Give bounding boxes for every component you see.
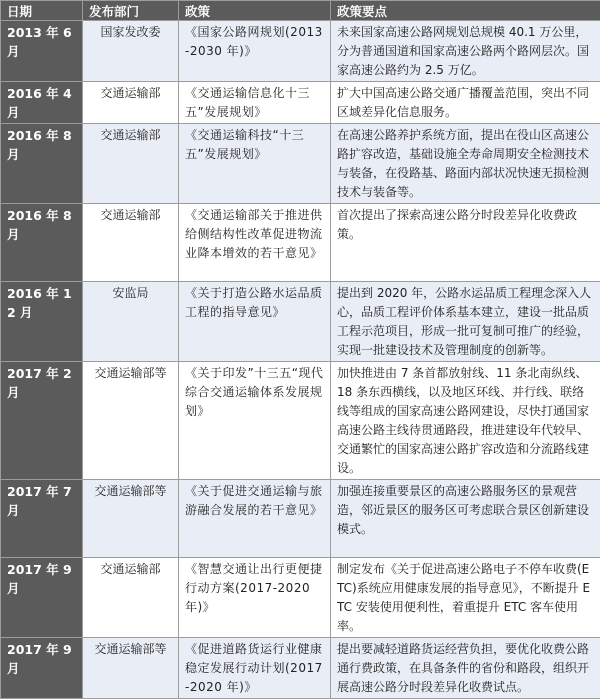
cell-policy: 《交通运输信息化十三五”发展规划》: [179, 82, 331, 124]
cell-dept: 交通运输部等: [83, 638, 179, 699]
cell-points: 首次提出了探索高速公路分时段差异化收费政策。: [331, 204, 600, 282]
table-row: [1, 282, 600, 362]
cell-date: 2017 年 9 月: [1, 558, 83, 638]
header-policy: 政策: [179, 1, 331, 21]
cell-points: 扩大中国高速公路交通广播覆盖范围，突出不同区域差异化信息服务。: [331, 82, 600, 124]
cell-date: 2016 年 12 月: [1, 282, 83, 362]
header-dept: 发布部门: [83, 1, 179, 21]
cell-dept: 交通运输部等: [83, 362, 179, 480]
cell-policy: 《智慧交通让出行更便捷行动方案(2017-2020 年)》: [179, 558, 331, 638]
cell-date: 2016 年 8 月: [1, 124, 83, 204]
cell-date: 2017 年 7 月: [1, 480, 83, 558]
table-row: [1, 362, 600, 480]
table-row: [1, 82, 600, 124]
cell-date: 2013 年 6 月: [1, 21, 83, 82]
cell-dept: 交通运输部: [83, 204, 179, 282]
cell-policy: 《关于印发”十三五“现代综合交通运输体系发展规划》: [179, 362, 331, 480]
cell-date: 2016 年 8 月: [1, 204, 83, 282]
cell-points: 制定发布《关于促进高速公路电子不停车收费(ETC)系统应用健康发展的指导意见》，不断提升 ETC 安装使用便利性，着重提升 ETC 客车使用率。: [331, 558, 600, 638]
cell-policy: 《关于打造公路水运品质工程的指导意见》: [179, 282, 331, 362]
cell-dept: 交通运输部等: [83, 480, 179, 558]
cell-points: 在高速公路养护系统方面，提出在役山区高速公路扩容改造，基础设施全寿命周期安全检测技术与装备，在役路基、路面内部状况快速无损检测技术与装备等。: [331, 124, 600, 204]
cell-policy: 《关于促进交通运输与旅游融合发展的若干意见》: [179, 480, 331, 558]
cell-dept: 国家发改委: [83, 21, 179, 82]
header-points: 政策要点: [331, 1, 600, 21]
table-row: [1, 21, 600, 82]
table-row: [1, 204, 600, 282]
cell-dept: 交通运输部: [83, 82, 179, 124]
cell-policy: 《国家公路网规划(2013-2030 年)》: [179, 21, 331, 82]
cell-policy: 《交通运输科技“十三五”发展规划》: [179, 124, 331, 204]
cell-dept: 安监局: [83, 282, 179, 362]
cell-policy: 《交通运输部关于推进供给侧结构性改革促进物流业降本增效的若干意见》: [179, 204, 331, 282]
cell-points: 未来国家高速公路网规划总规模 40.1 万公里，分为普通国道和国家高速公路两个路网层次。国家高速公路约为 2.5 万亿。: [331, 21, 600, 82]
cell-points: 提出要减轻道路货运经营负担，要优化收费公路通行费政策，在具备条件的省份和路段，组织开展高速公路分时段差异化收费试点。: [331, 638, 600, 699]
cell-points: 加强连接重要景区的高速公路服务区的景观营造，邻近景区的服务区可考虑联合景区创新建设模式。: [331, 480, 600, 558]
cell-points: 提出到 2020 年，公路水运品质工程理念深入人心，品质工程评价体系基本建立，建设一批品质工程示范项目，形成一批可复制可推广的经验，实现一批建设技术及管理制度的创新等。: [331, 282, 600, 362]
cell-points: 加快推进由 7 条首都放射线、11 条北南纵线、18 条东西横线，以及地区环线、并行线、联络线等组成的国家高速公路网建设，尽快打通国家高速公路主线待贯通路段，推进建设年代较早、交通繁忙的国家高速公路扩容改造和分流路线建设。: [331, 362, 600, 480]
cell-date: 2017 年 2 月: [1, 362, 83, 480]
cell-dept: 交通运输部: [83, 124, 179, 204]
table-row: [1, 638, 600, 699]
table-row: [1, 124, 600, 204]
table-row: [1, 558, 600, 638]
table-row: [1, 480, 600, 558]
cell-date: 2017 年 9 月: [1, 638, 83, 699]
cell-dept: 交通运输部: [83, 558, 179, 638]
header-date: 日期: [1, 1, 83, 21]
cell-policy: 《促进道路货运行业健康稳定发展行动计划(2017-2020 年)》: [179, 638, 331, 699]
table-header-row: [1, 1, 600, 21]
cell-date: 2016 年 4 月: [1, 82, 83, 124]
